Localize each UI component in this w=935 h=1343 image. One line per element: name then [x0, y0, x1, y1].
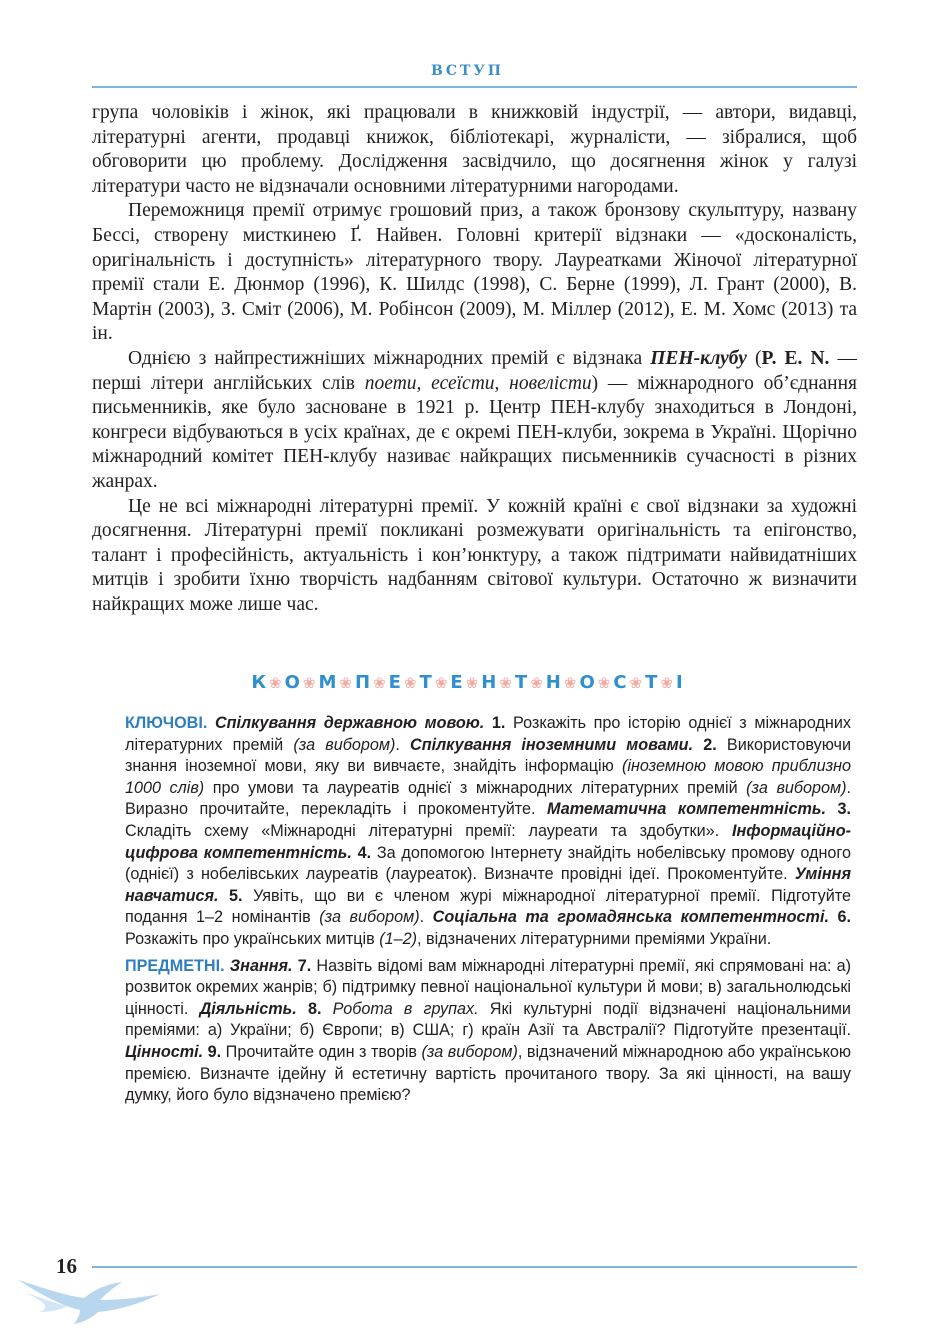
pen-abbreviation: P. E. N.: [761, 347, 830, 369]
header-divider: [92, 86, 857, 88]
heading-letter: П: [355, 672, 372, 693]
heading-letter: Н: [545, 672, 562, 693]
task-text: Назвіть відомі вам міжнародні літературні премії, які спрямовані на: а) розвиток окремих жанрів; б) підтримку певної національної культури й мови; в) загальнолюдські цінності.: [125, 956, 852, 1018]
heading-letter: С: [613, 672, 628, 693]
flower-ornament-icon: ❀: [629, 674, 644, 692]
footer-divider: [92, 1266, 857, 1268]
competency-name: Соціальна та громадянська компетентності.: [432, 908, 829, 927]
task-number: 7.: [297, 956, 312, 975]
text-run: Однією з найпрестижніших міжнародних премій є відзнака: [128, 347, 651, 369]
flower-ornament-icon: ❀: [563, 674, 578, 692]
competency-tasks: [125, 713, 851, 1112]
text-run: (: [746, 347, 762, 369]
paragraph-4: Це не всі міжнародні літературні премії. У кожній країні є свої відзнаки за художні досягнення. Літературні премії покликані розмежувати оригінальність та епігонство, талант і професійність, актуальність і кон’юнктуру, а також підтримати найвидатніших митців і зробити їхню творчість надбанням світової культури. Остаточно ж визначити найкращих може лише час.: [92, 495, 857, 615]
flower-ornament-icon: ❀: [660, 674, 674, 692]
heading-letter: Е: [450, 672, 464, 693]
competency-name: Математична компетентність.: [547, 800, 826, 819]
task-note: (за вибором): [293, 735, 396, 754]
task-text: Складіть схему «Міжнародні літературні премії: лауреати та здобутки».: [125, 821, 732, 840]
task-note: (1–2): [379, 929, 418, 948]
task-number: 3.: [837, 800, 851, 819]
heading-letter: Н: [481, 672, 498, 693]
flower-ornament-icon: ❀: [499, 674, 513, 692]
flower-ornament-icon: ❀: [530, 674, 544, 692]
main-text: [92, 101, 857, 617]
flower-ornament-icon: ❀: [403, 674, 418, 692]
text-run: — перші літери англійських слів: [92, 347, 857, 394]
heading-letter: Е: [388, 672, 402, 693]
task-note: (за вибором): [319, 908, 420, 927]
task-number: 2.: [703, 735, 717, 754]
task-number: 4.: [357, 843, 372, 862]
flower-ornament-icon: ❀: [465, 674, 480, 692]
heading-letter: М: [318, 672, 338, 693]
pen-club-term: ПЕН-клубу: [650, 347, 747, 369]
heading-letter: Т: [514, 672, 529, 693]
running-header: ВСТУП: [431, 63, 504, 79]
flower-ornament-icon: ❀: [269, 674, 283, 692]
task-text: Прочитайте один з творів: [221, 1042, 422, 1061]
competency-name: Цінності.: [125, 1042, 204, 1061]
task-number: 6.: [837, 908, 852, 927]
task-note: (за вибором): [746, 778, 847, 797]
competency-name: Діяльність.: [199, 999, 297, 1018]
flower-ornament-icon: ❀: [302, 674, 317, 692]
key-competencies-block: [125, 713, 851, 951]
paragraph-3: [92, 347, 857, 495]
heading-letter: О: [284, 672, 301, 693]
competency-name: Спілкування державною мовою.: [214, 714, 485, 732]
task-text: про умови та лауреатів однієї з міжнародних літературних премій: [204, 778, 747, 797]
subject-competencies-block: [125, 956, 851, 1107]
task-text: Використовуючи знання іноземної мови, яку ви вивчаєте, знайдіть інформацію: [125, 735, 852, 776]
heading-letter: Т: [645, 672, 659, 693]
pen-meaning: поети, есеїсти, новелісти: [364, 372, 592, 394]
task-note: (іноземною мовою приблизно 1000 слів): [125, 757, 852, 797]
task-text: Розкажіть про українських митців: [125, 929, 380, 948]
task-number: 9.: [207, 1042, 222, 1061]
paragraph-2: Переможниця премії отримує грошовий приз, а також бронзову скульптуру, названу Бессі, створену мисткинею Ґ. Найвен. Головні критерії відзнаки — «досконалість, оригінальність і доступність» літературного твору. Лауреатками Жіночої літературної премії стали Е. Дюнмор (1996), К. Шилдс (1998), С. Берне (1999), Л. Грант (2000), В. Мартін (2003), З. Сміт (2006), М. Робінсон (2009), М. Міллер (2012), Е. М. Хомс (2013) та ін.: [92, 200, 857, 345]
task-text: За допомогою Інтернету знайдіть нобелівську промову одного (однієї) з нобелівських лауреатів (лауреаток). Визначте провідні ідеї. Прокоментуйте.: [125, 843, 851, 884]
task-number: 5.: [229, 886, 243, 905]
flower-ornament-icon: ❀: [373, 674, 387, 692]
page-number: 16: [56, 1254, 77, 1278]
paragraph-1: група чоловіків і жінок, які працювали в книжковій індустрії, — автори, видавці, літературні агенти, продавці книжок, бібліотекарі, журналісти, — зібралися, щоб обговорити цю проблему. Дослідження засвідчило, що досягнення жінок у галузі літератури часто не відзначали основними літературними нагородами.: [92, 102, 857, 197]
key-competencies-label: КЛЮЧОВІ.: [125, 714, 208, 732]
heading-letter: К: [251, 672, 268, 693]
task-text: Розкажіть про історію однієї з міжнародних літературних премій: [125, 714, 852, 754]
task-number: 8.: [307, 999, 322, 1018]
heading-letter: І: [675, 672, 684, 693]
flower-ornament-icon: ❀: [339, 674, 353, 692]
flying-birds-icon: [14, 1268, 164, 1328]
task-text: , відзначених літературними преміями України.: [417, 929, 772, 948]
flower-ornament-icon: ❀: [434, 674, 449, 692]
heading-letter: О: [579, 672, 596, 693]
task-text: .: [419, 908, 433, 927]
task-text: Які культурні події відзначені національними преміями: а) України; б) Європи; в) США; г) країн Азії та Австралії? Підготуйте презентації.: [125, 999, 851, 1040]
text-run: ) — міжнародного об’єднання письменників, яке було засноване в 1921 р. Центр ПЕН-клубу знаходиться в Лондоні, конгреси відбуваються в усіх країнах, де є окремі ПЕН-клуби, зокрема в Україні. Щорічно міжнародний комітет ПЕН-клубу називає найкращих письменників сучасності в різних жанрах.: [92, 372, 857, 492]
task-text: , відзначений міжнародною або українською премією. Визначте ідейну й естетичну вартість прочитаного твору. За які цінності, на вашу думку, його було відзначено премією?: [125, 1042, 851, 1105]
task-text: . Виразно прочитайте, перекладіть і прокоментуйте.: [125, 778, 851, 819]
heading-letter: Т: [419, 672, 433, 693]
task-note: (за вибором): [421, 1042, 518, 1061]
competency-name: Уміння навчатися.: [125, 865, 851, 905]
task-note: Робота в групах.: [321, 999, 479, 1018]
subject-competencies-label: ПРЕДМЕТНІ.: [125, 956, 225, 975]
competencies-heading: [0, 672, 935, 693]
task-number: 1.: [491, 714, 506, 732]
competency-name: Спілкування іноземними мовами.: [410, 735, 694, 754]
competency-name: Знання.: [229, 956, 293, 975]
task-text: Уявіть, що ви є членом журі міжнародної літературної премії. Підготуйте подання 1–2 номінантів: [125, 886, 852, 927]
task-text: .: [395, 735, 411, 754]
flower-ornament-icon: ❀: [597, 674, 612, 692]
competency-name: Інформаційно-цифрова компетентність.: [125, 821, 851, 862]
